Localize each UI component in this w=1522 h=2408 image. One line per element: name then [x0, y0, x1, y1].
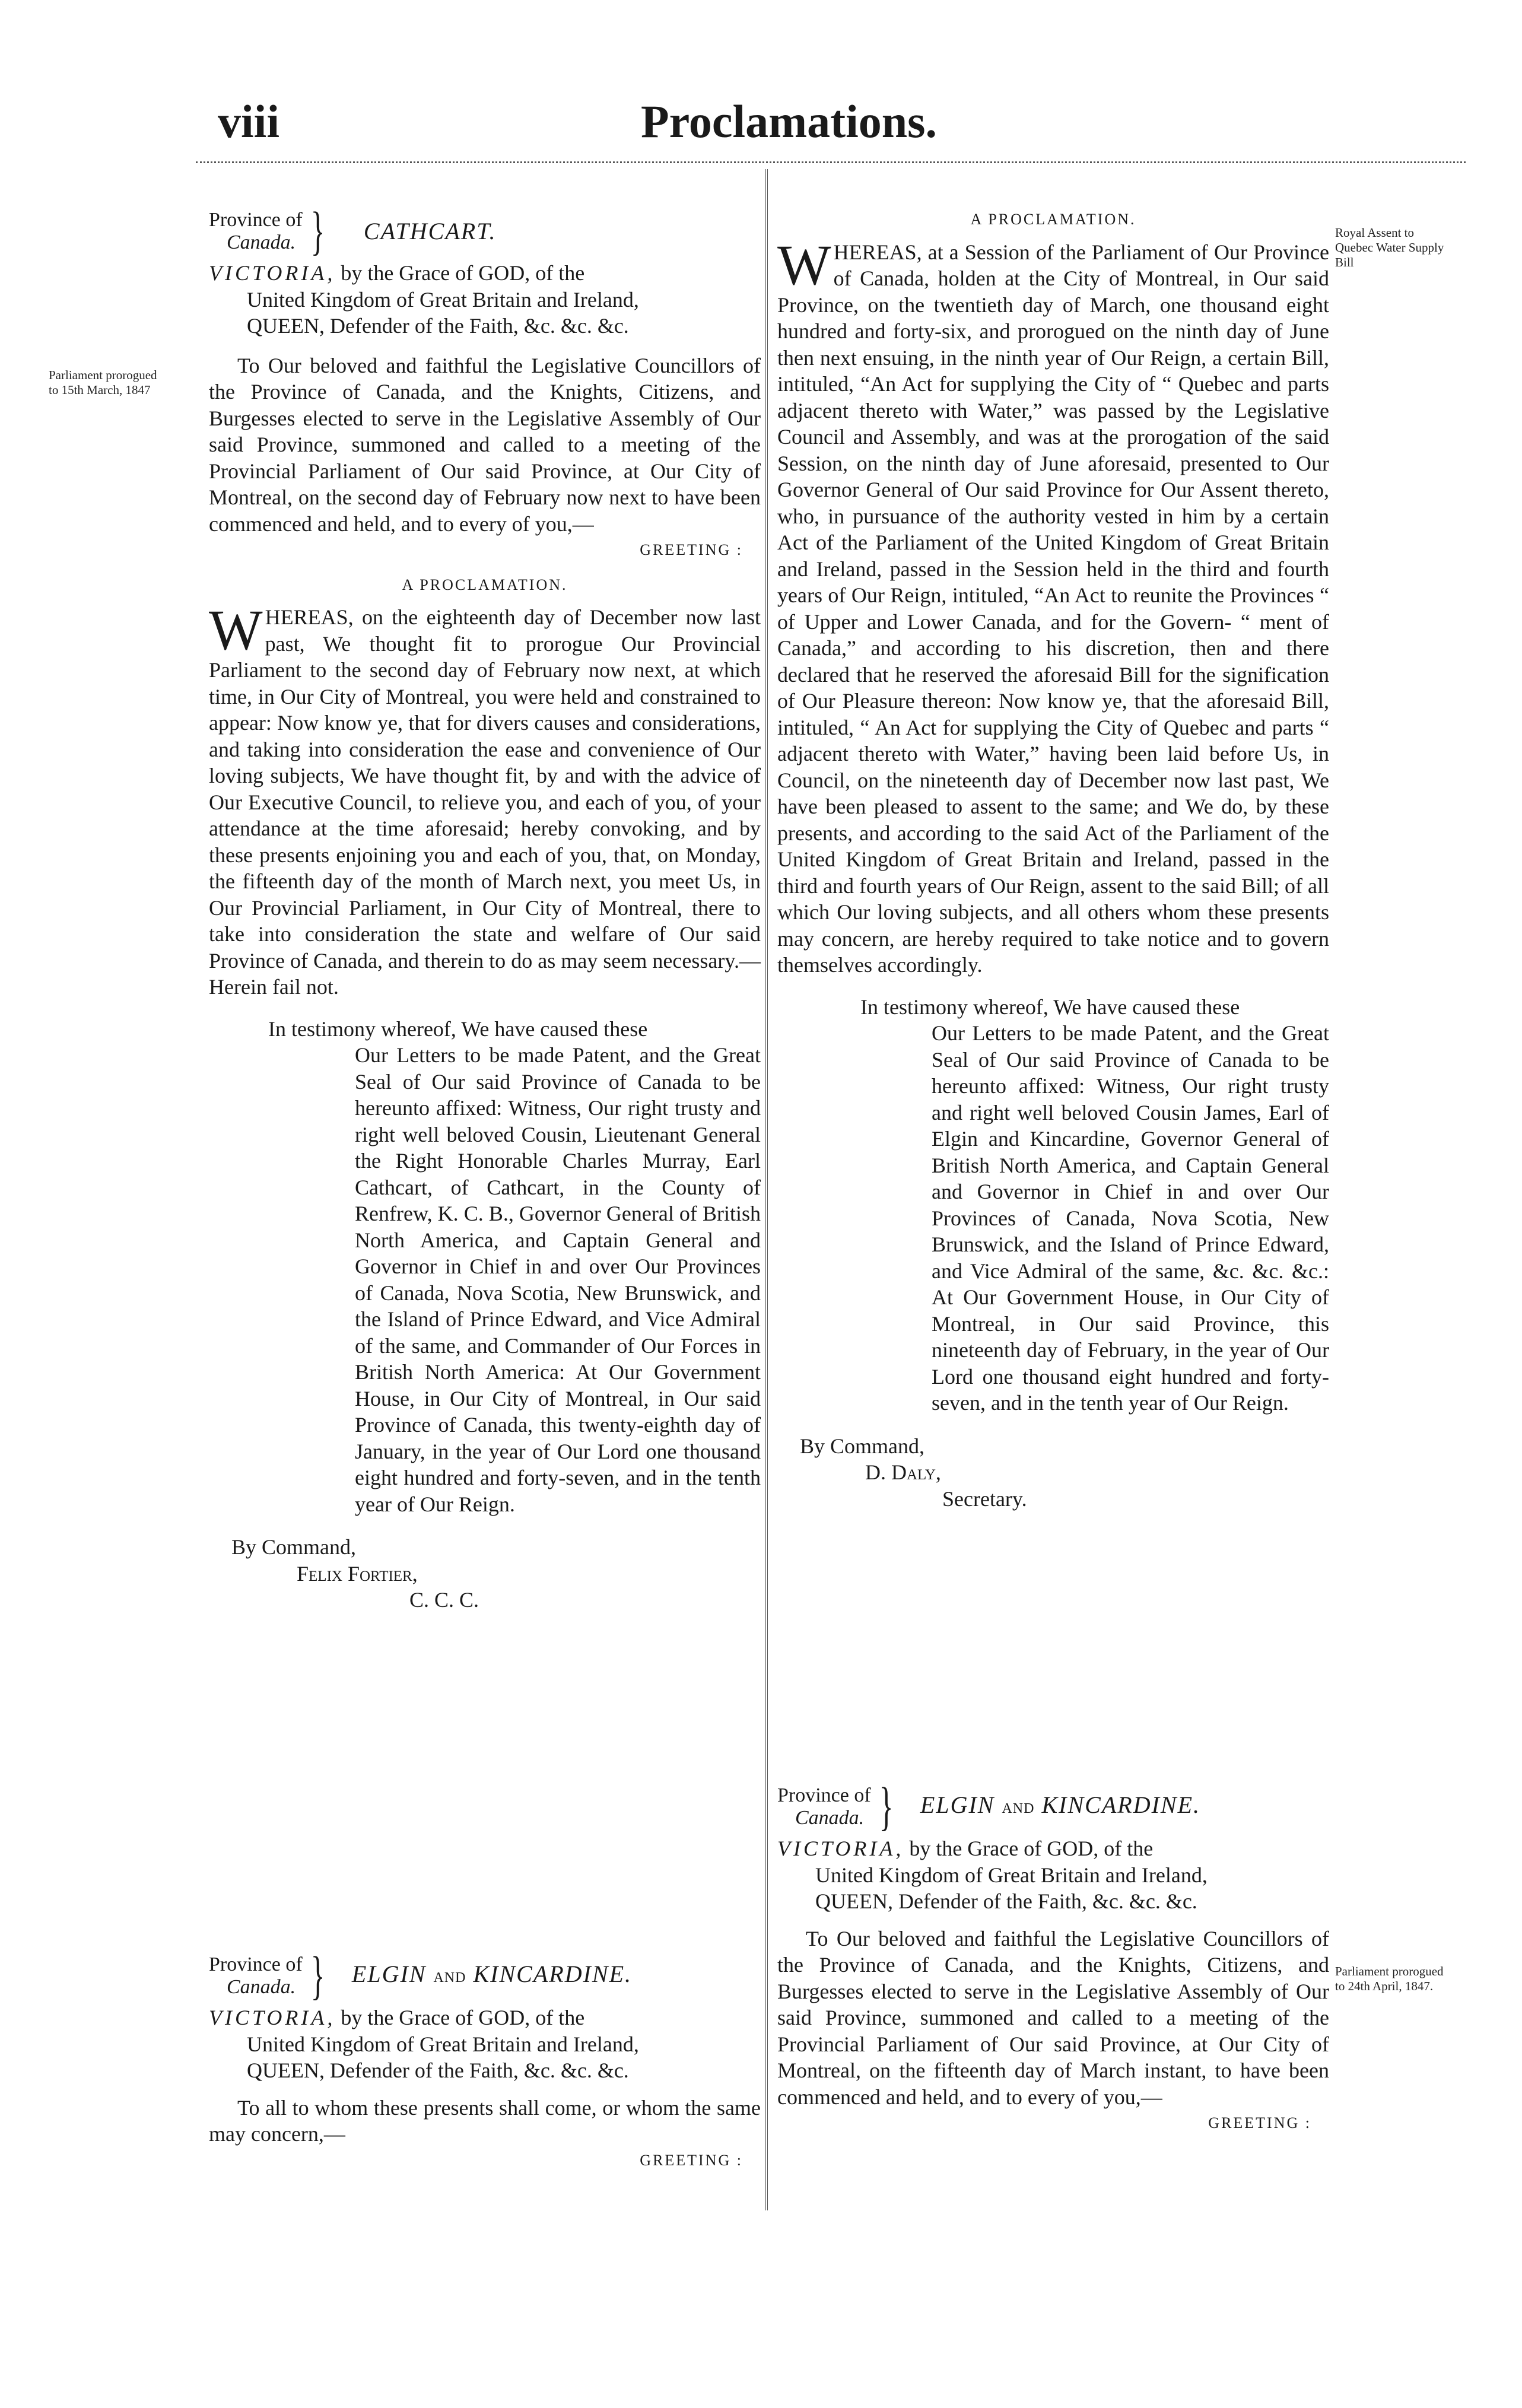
testimony-first-line: In testimony whereof, We have caused these — [860, 995, 1240, 1019]
proclamation-body: WHEREAS, at a Session of the Parliament of Our Province of Canada, holden at the City of Montreal, in Our said Province, on the twentieth day of March, one thousand eight hundred and forty-six, and prorogued on the ninth day of June then next ensuing, in the ninth year of Our Reign, a certain Bill, intituled, “An Act for supplying the City of “ Quebec and parts adjacent thereto with Water,” was passed by the Legislative Council and Assembly, and was at the prorogation of the said Session, on the ninth day of June aforesaid, presented to Our Governor General of Our said Province for Our Assent thereto, who, in pursuance of the authority vested in him by a certain Act of the Parliament of the United Kingdom of Great Britain and Ireland, passed in the Session held in the third and fourth years of Our Reign, intituled, “An Act to reunite the Provinces “ of Upper and Lower Canada, and for the Govern- “ ment of Canada,” and according to his discretion, then and there declared that he reserved the aforesaid Bill for the signification of Our Pleasure thereon: Now know ye, that the aforesaid Bill, intituled, “ An Act for supplying the City of Quebec and parts “ adjacent thereto with Water,” having been laid before Us, in Council, on the nineteenth day of December now last past, We have been pleased to assent to the same; and We do, by these presents, and according to the said Act of the Parliament of the United Kingdom of Great Britain and Ireland, passed in the third and fourth years of Our Reign, assent to the said Bill; of all which Our loving subjects, and all others whom these presents may concern, are hereby required to take notice and to govern themselves accordingly. — [777, 233, 1329, 977]
province-header — [777, 1777, 1329, 1836]
governor-name-part2: KINCARDINE. — [1041, 1791, 1201, 1818]
signatory-name: Felix Fortier, — [297, 1561, 418, 1586]
governor-name-part1: ELGIN — [351, 1961, 427, 1987]
signatory-name: D. Daly, — [865, 1460, 941, 1484]
royal-style-line3: QUEEN, Defender of the Faith, &c. &c. &c. — [247, 2058, 629, 2082]
royal-style-line2: United Kingdom of Great Britain and Ireland, — [815, 1863, 1208, 1887]
governor-name-part2: KINCARDINE. — [473, 1961, 633, 1987]
governor-name: CATHCART. — [363, 218, 497, 244]
royal-style — [209, 2004, 761, 2084]
by-command — [777, 1433, 1329, 1513]
greeting: GREETING : — [1208, 2114, 1311, 2131]
royal-style-line3: QUEEN, Defender of the Faith, &c. &c. &c. — [815, 1889, 1197, 1913]
header-rule — [196, 161, 1466, 163]
proclamation-body: WHEREAS, on the eighteenth day of December now last past, We thought fit to prorogue Our Provincial Parliament to the second day of February now next, at which time, in Our City of Montreal, you were held and constrained to appear: Now know ye, that for divers causes and considerations, and taking into consideration the ease and convenience of Our loving subjects, We have thought fit, by and with the advice of Our Executive Council, to relieve you, and each of you, of your attendance at the time aforesaid; hereby convoking, and by these presents enjoining you and each of you, that, on Monday, the fifteenth day of the month of March next, you meet Us, in Our Provincial Parliament, in Our City of Montreal, there to take into consideration the state and welfare of Our said Province of Canada, and therein to do as may seem necessary.—Herein fail not. — [209, 598, 761, 999]
royal-style — [209, 260, 761, 339]
victoria-name: VICTORIA, — [777, 1837, 904, 1860]
proclamation-heading: A PROCLAMATION. — [970, 211, 1136, 228]
margin-note-right-1: Royal Assent to Quebec Water Supply Bill — [1335, 225, 1444, 269]
signatory-title: Secretary. — [942, 1486, 1027, 1511]
governor-name — [920, 1791, 1201, 1820]
address-paragraph: To Our beloved and faithful the Legislative Councillors of the Province of Canada, and the Knights, Citizens, and Burgesses elected to serve in the Legislative Assembly of Our said Province, summoned and called to a meeting of the Provincial Parliament of Our said Province, at Our City of Montreal, on the fifteenth day of March instant, to have been commenced and held, and to every of you,— — [777, 1926, 1329, 2109]
province-name: Canada. — [227, 231, 296, 253]
testimony-text: Our Letters to be made Patent, and the Great Seal of Our said Province of Canada to be hereunto affixed: Witness, Our right trusty and right well beloved Cousin James, Earl of Elgin and Kincardine, Governor General of British North America, and Captain General and Governor in Chief in and over Our Provinces of Canada, Nova Scotia, New Brunswick, and the Island of Prince Edward, and Vice Admiral of the same, &c. &c. &c.: At Our Government House, in Our City of Montreal, in Our said Province, this nineteenth day of February, in the year of Our Lord one thousand eight hundred and forty-seven, and in the tenth year of Our Reign. — [932, 1021, 1329, 1415]
province-label: Province of — [209, 1953, 303, 1975]
province-name: Canada. — [227, 1976, 296, 1998]
victoria-name: VICTORIA, — [209, 2006, 336, 2029]
royal-style-line1: by the Grace of GOD, of the — [904, 1837, 1154, 1860]
proclamation-heading: A PROCLAMATION. — [402, 576, 568, 593]
province-header — [209, 202, 761, 261]
governor-name-part1: ELGIN — [920, 1791, 995, 1818]
governor-name-and: AND — [433, 1970, 466, 1986]
royal-style — [777, 1835, 1329, 1915]
greeting: GREETING : — [640, 2151, 743, 2169]
signatory-title: C. C. C. — [409, 1588, 479, 1612]
royal-style-line2: United Kingdom of Great Britain and Ireland, — [247, 287, 639, 312]
margin-note-left: Parliament prorogued to 15th March, 1847 — [49, 368, 157, 397]
left-proclamation-2 — [209, 1946, 761, 2174]
brace-icon: } — [310, 202, 325, 261]
testimony-block — [777, 994, 1329, 1416]
testimony-first-line: In testimony whereof, We have caused these — [268, 1016, 648, 1041]
address-paragraph: To all to whom these presents shall come, or whom the same may concern,— — [209, 2095, 761, 2146]
brace-icon: } — [310, 1946, 325, 2005]
left-proclamation-1 — [209, 202, 761, 1613]
province-name: Canada. — [795, 1807, 865, 1829]
province-label: Province of — [777, 1784, 871, 1806]
right-proclamation-1 — [777, 207, 1329, 1512]
royal-style-line1: by the Grace of GOD, of the — [335, 261, 585, 285]
column-divider — [765, 169, 768, 2210]
governor-name-and: AND — [1002, 1801, 1035, 1816]
testimony-block — [209, 1016, 761, 1518]
margin-note-right-2: Parliament prorogued to 24th April, 1847. — [1335, 1964, 1444, 1993]
brace-icon: } — [879, 1777, 894, 1836]
royal-style-line1: by the Grace of GOD, of the — [335, 2006, 585, 2029]
royal-style-line2: United Kingdom of Great Britain and Ireland, — [247, 2032, 639, 2056]
by-command-label: By Command, — [800, 1434, 925, 1458]
province-label: Province of — [209, 209, 303, 231]
page-title: Proclamations. — [641, 96, 938, 147]
by-command — [209, 1534, 761, 1613]
by-command-label: By Command, — [231, 1535, 357, 1559]
province-header — [209, 1946, 761, 2005]
victoria-name: VICTORIA, — [209, 261, 336, 285]
testimony-text: Our Letters to be made Patent, and the Great Seal of Our said Province of Canada to be hereunto affixed: Witness, Our right trusty and right well beloved Cousin, Lieutenant General the Right Honorable Charles Murray, Earl Cathcart, of Cathcart, in the County of Renfrew, K. C. B., Governor General of British North America, and Captain General and Governor in Chief in and over Our Provinces of Canada, Nova Scotia, New Brunswick, and the Island of Prince Edward, and Vice Admiral of the same, and Commander of Our Forces in British North America: At Our Government House, in Our City of Montreal, in Our said Province of Canada, this twenty-eighth day of January, in the year of Our Lord one thousand eight hundred and forty-seven, and in the tenth year of Our Reign. — [355, 1043, 761, 1516]
governor-name — [352, 1963, 632, 1989]
page-number: viii — [218, 96, 280, 147]
greeting: GREETING : — [640, 541, 743, 558]
right-proclamation-2 — [777, 1777, 1329, 2137]
address-paragraph: To Our beloved and faithful the Legislative Councillors of the Province of Canada, and the Knights, Citizens, and Burgesses elected to serve in the Legislative Assembly of Our said Province, summoned and called to a meeting of the Provincial Parliament of Our said Province, at Our City of Montreal, on the second day of February now next to have been commenced and held, and to every of you,— — [209, 353, 761, 536]
royal-style-line3: QUEEN, Defender of the Faith, &c. &c. &c. — [247, 314, 629, 338]
